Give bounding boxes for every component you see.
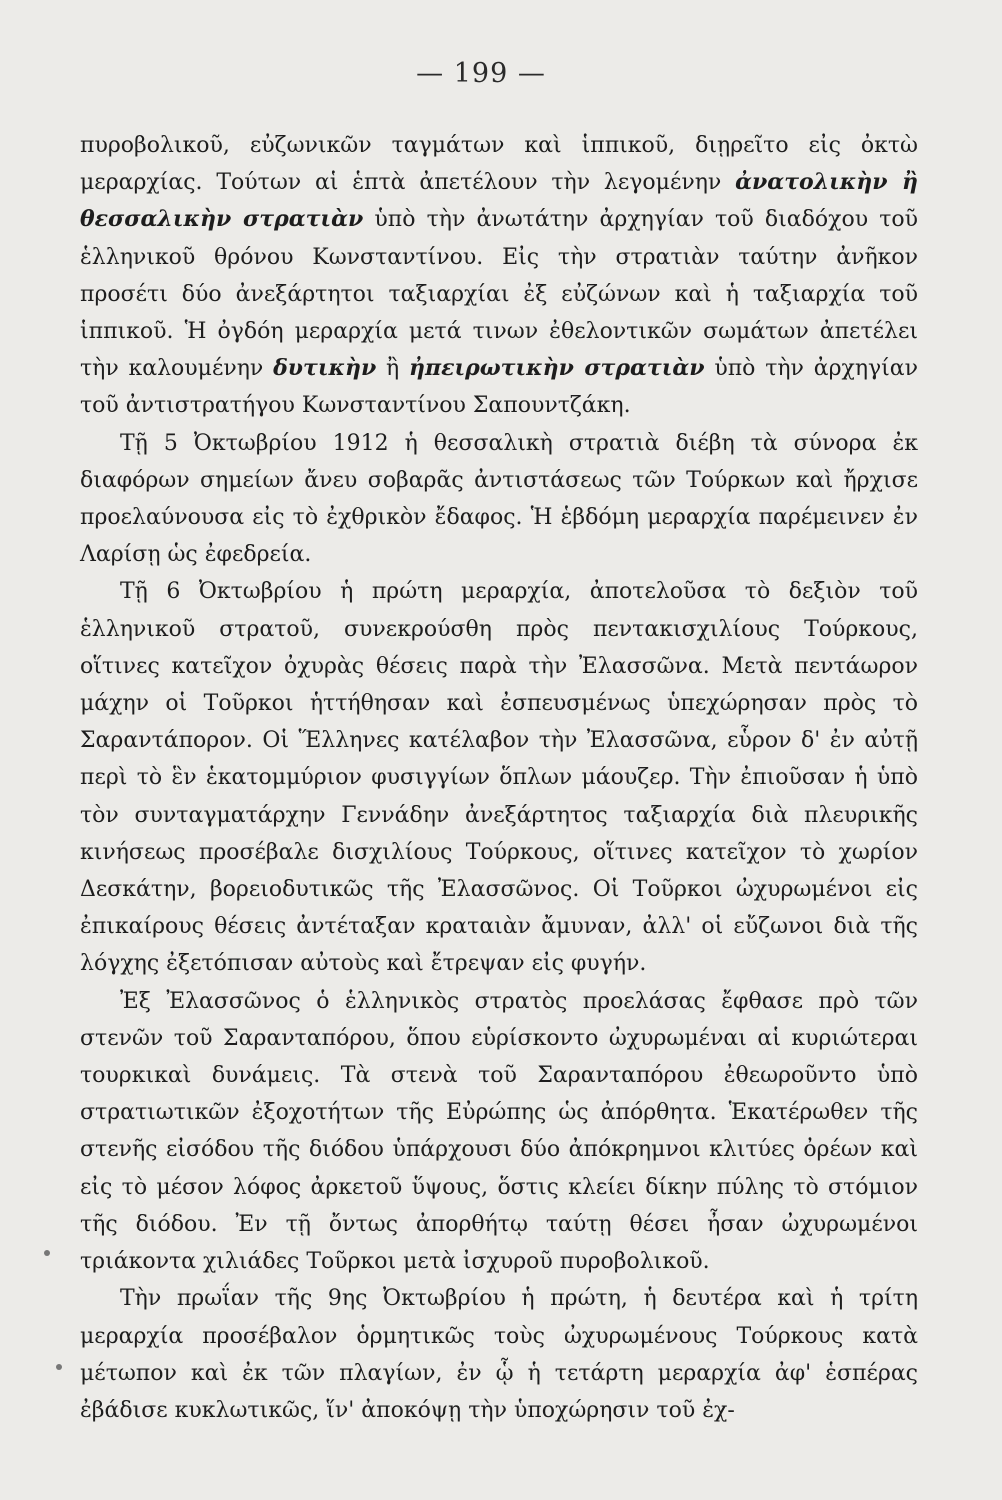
paragraph-1 [80,127,918,425]
paragraph-3: Τῇ 6 Ὀκτωβρίου ἡ πρώτη μεραρχία, ἀποτελοῦσα τὸ δεξιὸν τοῦ ἑλληνικοῦ στρατοῦ, συνεκρούσθη πρὸς πεντακισχιλίους Τούρκους, οἵτινες κατεῖχον ὀχυρὰς θέσεις παρὰ τὴν Ἐλασσῶνα. Μετὰ πεντάωρον μάχην οἱ Τοῦρκοι ἡττήθησαν καὶ ἐσπευσμένως ὑπεχώρησαν πρὸς τὸ Σαραντάπορον. Οἱ Ἕλληνες κατέλαβον τὴν Ἐλασσῶνα, εὗρον δ' ἐν αὐτῇ περὶ τὸ ἓν ἑκατομμύριον φυσιγγίων ὅπλων μάουζερ. Τὴν ἐπιοῦσαν ἡ ὑπὸ τὸν συνταγματάρχην Γεννάδην ἀνεξάρτητος ταξιαρχία διὰ πλευρικῆς κινήσεως προσέβαλε δισχιλίους Τούρκους, οἵτινες κατεῖχον τὸ χωρίον Δεσκάτην, βορειοδυτικῶς τῆς Ἐλασσῶνος. Οἱ Τοῦρκοι ὠχυρωμένοι εἰς ἐπικαίρους θέσεις ἀντέταξαν κραταιὰν ἄμυναν, ἀλλ' οἱ εὔζωνοι διὰ τῆς λόγχης ἐξετόπισαν αὐτοὺς καὶ ἔτρεψαν εἰς φυγήν. [80,579,918,977]
margin-dot [44,1250,50,1256]
page-number: — 199 — [416,58,546,89]
emphasis-eastern-army: ἀνατολικὴν ἢ θεσσαλικὴν στρατιὰν [80,169,919,233]
margin-dot [56,1364,62,1370]
paragraph-1-text-a: πυροβολικοῦ, εὐζωνικῶν ταγμάτων καὶ ἱππικοῦ, διῃρεῖτο εἰς ὀκτὼ μεραρχίας. Τούτων αἱ ἑπτὰ ἀπετέλουν τὴν λεγομένην [80,133,918,196]
body-text [80,127,918,1429]
paragraph-1-text-d: ὑπὸ τὴν ἀρχηγίαν τοῦ ἀντιστρατήγου Κωνσταντίνου Σαπουντζάκη. [80,356,919,419]
paragraph-1-text-c: ἢ [376,356,409,382]
emphasis-epirus-army: ἠπειρωτικὴν στρατιὰν [408,355,705,382]
paragraph-1-text-b: ὑπὸ τὴν ἀνωτάτην ἀρχηγίαν τοῦ διαδόχου τοῦ ἑλληνικοῦ θρόνου Κωνσταντίνου. Εἰς τὴν στρατιὰν ταύτην ἀνῆκον προσέτι δύο ἀνεξάρτητοι ταξιαρχίαι ἐξ εὐζώνων καὶ ἡ ταξιαρχία τοῦ ἱππικοῦ. Ἡ ὀγδόη μεραρχία μετά τινων ἐθελοντικῶν σωμάτων ἀπετέλει τὴν καλουμένην [80,207,919,382]
paragraph-5: Τὴν πρωΐαν τῆς 9ης Ὀκτωβρίου ἡ πρώτη, ἡ δευτέρα καὶ ἡ τρίτη μεραρχία προσέβαλον ὁρμητικῶς τοὺς ὠχυρωμένους Τούρκους κατὰ μέτωπον καὶ ἐκ τῶν πλαγίων, ἐν ᾧ ἡ τετάρτη μεραρχία ἀφ' ἑσπέρας ἐβάδισε κυκλωτικῶς, ἵν' ἀποκόψῃ τὴν ὑποχώρησιν τοῦ ἐχ- [80,1286,918,1423]
paragraph-4: Ἐξ Ἐλασσῶνος ὁ ἑλληνικὸς στρατὸς προελάσας ἔφθασε πρὸ τῶν στενῶν τοῦ Σαρανταπόρου, ὅπου εὑρίσκοντο ὠχυρωμέναι αἱ κυριώτεραι τουρκικαὶ δυνάμεις. Τὰ στενὰ τοῦ Σαρανταπόρου ἐθεωροῦντο ὑπὸ στρατιωτικῶν ἐξοχοτήτων τῆς Εὐρώπης ὡς ἀπόρθητα. Ἑκατέρωθεν τῆς στενῆς εἰσόδου τῆς διόδου ὑπάρχουσι δύο ἀπόκρημνοι κλιτύες ὀρέων καὶ εἰς τὸ μέσον λόφος ἀρκετοῦ ὕψους, ὅστις κλείει δίκην πύλης τὸ στόμιον τῆς διόδου. Ἐν τῇ ὄντως ἀπορθήτῳ ταύτῃ θέσει ἦσαν ὠχυρωμένοι τριάκοντα χιλιάδες Τοῦρκοι μετὰ ἰσχυροῦ πυροβολικοῦ. [80,988,918,1275]
emphasis-western: δυτικὴν [273,355,377,382]
paragraph-2: Τῇ 5 Ὀκτωβρίου 1912 ἡ θεσσαλικὴ στρατιὰ διέβη τὰ σύνορα ἐκ διαφόρων σημείων ἄνευ σοβαρᾶς ἀντιστάσεως τῶν Τούρκων καὶ ἤρχισε προελαύνουσα εἰς τὸ ἐχθρικὸν ἔδαφος. Ἡ ἑβδόμη μεραρχία παρέμεινεν ἐν Λαρίσῃ ὡς ἐφεδρεία. [80,430,918,568]
